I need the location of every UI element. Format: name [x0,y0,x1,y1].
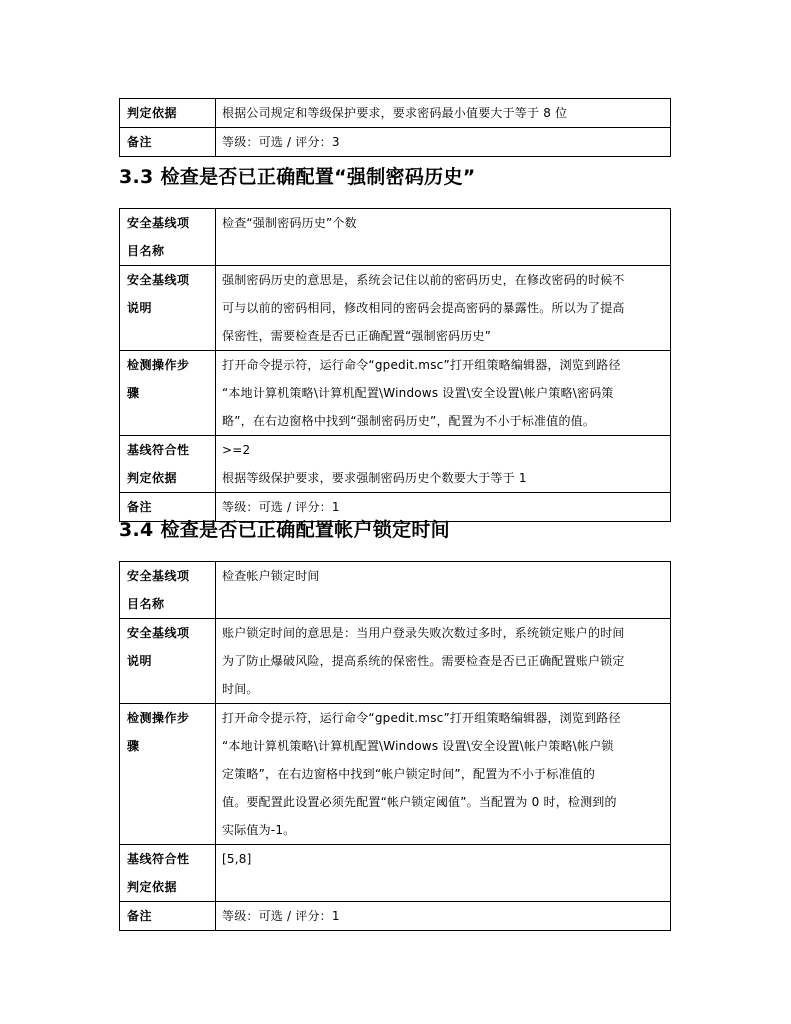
row-value: 检查帐户锁定时间 [216,562,671,619]
row-value: 等级：可选 / 评分：3 [216,128,671,157]
password-history-table [119,208,671,522]
table-row [120,619,671,704]
section-heading-3-4: 3.4 检查是否已正确配置帐户锁定时间 [119,519,450,541]
table-row [120,351,671,436]
row-key: 备注 [120,128,216,157]
account-lockout-table [119,561,671,931]
row-key: 检测操作步 骤 [120,351,216,436]
row-value: 根据公司规定和等级保护要求，要求密码最小值要大于等于 8 位 [216,99,671,128]
row-value: 强制密码历史的意思是，系统会记住以前的密码历史，在修改密码的时候不 可与以前的密码相同，修改相同的密码会提高密码的暴露性。所以为了提高 保密性，需要检查是否已正确配置“强制密码历史” [216,266,671,351]
row-key: 安全基线项 目名称 [120,209,216,266]
row-key: 基线符合性 判定依据 [120,845,216,902]
row-key: 检测操作步 骤 [120,704,216,845]
table-row [120,128,671,157]
table-row [120,436,671,493]
table-row [120,845,671,902]
password-length-table-tail [119,98,671,157]
row-key: 判定依据 [120,99,216,128]
table-row [120,902,671,931]
section-heading-3-3: 3.3 检查是否已正确配置“强制密码历史” [119,166,476,188]
row-key: 安全基线项 目名称 [120,562,216,619]
row-value: [5,8] [216,845,671,902]
row-key: 安全基线项 说明 [120,266,216,351]
row-value: 检查“强制密码历史”个数 [216,209,671,266]
row-value: >=2 根据等级保护要求，要求强制密码历史个数要大于等于 1 [216,436,671,493]
row-value: 打开命令提示符，运行命令“gpedit.msc”打开组策略编辑器，浏览到路径 “本地计算机策略\计算机配置\Windows 设置\安全设置\帐户策略\密码策 略”，在右边窗格中找到“强制密码历史”，配置为不小于标准值的值。 [216,351,671,436]
row-value: 等级：可选 / 评分：1 [216,902,671,931]
table-row [120,562,671,619]
row-key: 基线符合性 判定依据 [120,436,216,493]
table-row [120,266,671,351]
table-row [120,209,671,266]
table-row [120,704,671,845]
row-value: 等级：可选 / 评分：1 [216,493,671,522]
row-value: 打开命令提示符，运行命令“gpedit.msc”打开组策略编辑器，浏览到路径 “本地计算机策略\计算机配置\Windows 设置\安全设置\帐户策略\帐户锁 定策略”，在右边窗格中找到“帐户锁定时间”，配置为不小于标准值的 值。要配置此设置必须先配置“帐户锁定阈值”。当配置为 0 时，检测到的 实际值为-1。 [216,704,671,845]
row-value: 账户锁定时间的意思是：当用户登录失败次数过多时，系统锁定账户的时间 为了防止爆破风险，提高系统的保密性。需要检查是否已正确配置账户锁定 时间。 [216,619,671,704]
row-key: 备注 [120,902,216,931]
row-key: 备注 [120,493,216,522]
row-key: 安全基线项 说明 [120,619,216,704]
table-row [120,99,671,128]
